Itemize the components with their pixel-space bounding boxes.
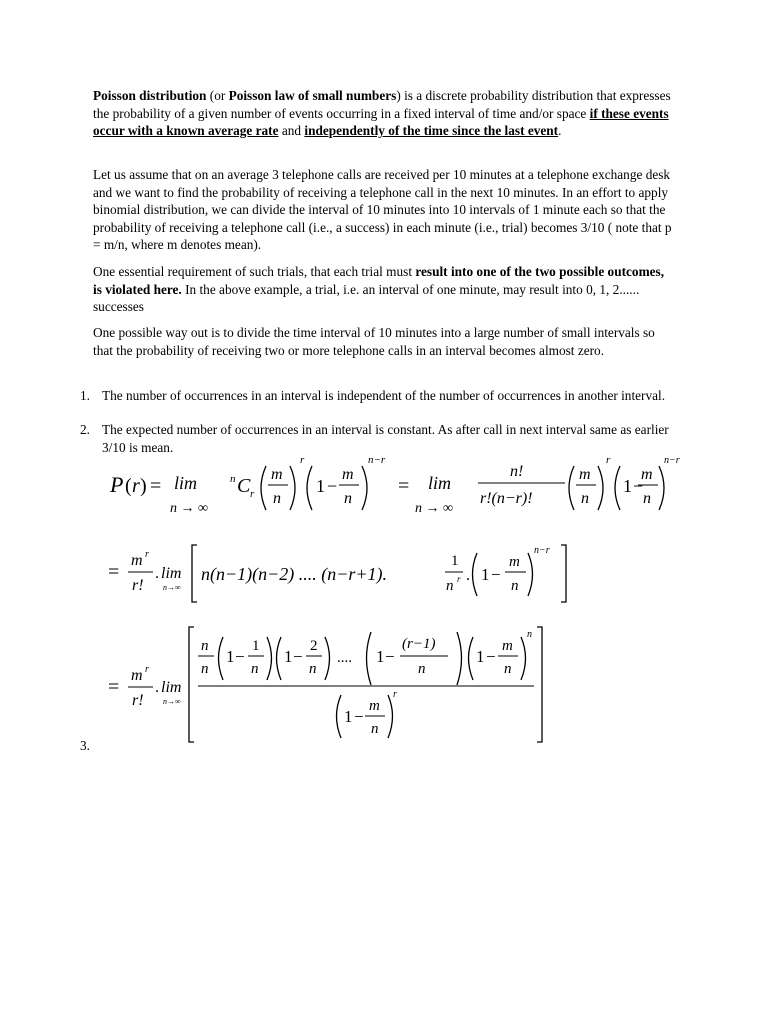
eq-sup-r: r — [457, 574, 461, 584]
text-span: One essential requirement of such trials, that each trial must — [93, 264, 416, 279]
eq-rparen — [290, 466, 295, 510]
eq-minus: − — [633, 476, 644, 496]
eq-lparen — [277, 637, 282, 680]
eq-two: 2 — [310, 638, 318, 654]
eq-n: n — [504, 661, 512, 677]
eq-rparen — [659, 466, 664, 510]
eq-dot: . — [155, 565, 159, 582]
paragraph-definition — [93, 87, 673, 140]
eq-r-minus-1: (r−1) — [402, 636, 436, 652]
eq-r-bang: r! — [132, 577, 144, 594]
eq-paren: ( — [125, 475, 132, 497]
eq-lparen — [367, 632, 372, 685]
eq-lim: lim — [174, 473, 198, 493]
text-span: . — [558, 123, 562, 139]
eq-dots: .... — [337, 650, 352, 666]
eq-minus: − — [486, 647, 496, 666]
eq-one: 1 — [476, 647, 485, 666]
eq-minus: − — [235, 647, 245, 666]
eq-n: n — [581, 490, 589, 507]
eq-one: 1 — [376, 647, 385, 666]
eq-rparen — [267, 637, 272, 680]
eq-one: 1 — [344, 707, 353, 726]
eq-n: n — [251, 661, 259, 677]
eq-m: m — [641, 466, 653, 483]
eq-sup-n: n — [230, 473, 236, 485]
eq-n: n — [344, 490, 352, 507]
paragraph-example: Let us assume that on an average 3 telephone calls are received per 10 minutes at a telephone exchange desk and we want to find the probability of receiving a telephone call in the next 10 minutes. In an effort to apply binomial distribution, we can divide the interval of 10 minutes into 10 intervals of 1 minute each so that the probability of receiving a telephone call (i.e., a success) in each minute (i.e., trial) becomes 3/10 ( note that p = m/n, where m denotes mean). — [93, 167, 672, 253]
eq-rparen — [457, 632, 462, 685]
eq-n: n — [418, 661, 426, 677]
eq-sup-r: r — [606, 454, 611, 466]
eq-r-bang: r! — [132, 692, 144, 709]
eq-rparen — [325, 637, 330, 680]
eq-one: 1 — [284, 647, 293, 666]
eq-sup-n: n — [527, 629, 532, 640]
eq-sup-r: r — [145, 664, 149, 675]
eq-sub-r: r — [250, 488, 255, 500]
eq-one: 1 — [316, 476, 325, 496]
eq-lim: lim — [161, 679, 182, 696]
eq-equals: = — [108, 676, 120, 698]
text-span: ) is a discrete probability distribution that expresses the probability of a given number of events occurring in a fixed interval of time and/or space — [93, 88, 671, 121]
term-poisson-distribution: Poisson distribution — [93, 88, 207, 103]
eq-sup-n-r: n−r — [534, 545, 550, 556]
text-span: (or — [206, 88, 229, 103]
poisson-derivation-equations — [0, 450, 768, 750]
eq-sup-r: r — [393, 689, 397, 700]
list-text: The expected number of occurrences in an interval is constant. As after call in next interval same as earlier 3/10 is mean. — [102, 422, 669, 455]
eq-n: n — [201, 661, 209, 677]
paragraph-way-out: One possible way out is to divide the time interval of 10 minutes into a large number of small intervals so that the probability of receiving two or more telephone calls in an interval becomes almost zero. — [93, 325, 655, 358]
eq-lparen — [261, 466, 266, 510]
eq-dot: . — [155, 679, 159, 696]
list-number: 1. — [80, 388, 90, 403]
eq-rparen — [362, 466, 367, 510]
eq-lparen — [337, 695, 342, 738]
emphasis-independent: independently of the time since the last event — [304, 123, 559, 139]
eq-lparen — [219, 637, 224, 680]
eq-product: n(n−1)(n−2) .... (n−r+1). — [201, 564, 388, 584]
eq-rparen — [598, 466, 603, 510]
eq-rparen — [521, 637, 526, 680]
eq-minus: − — [354, 707, 364, 726]
equation-row-3 — [108, 627, 542, 742]
eq-sup-n-r: n−r — [664, 455, 680, 466]
equation-row-2 — [108, 545, 566, 602]
eq-minus: − — [327, 476, 338, 496]
eq-lparen — [473, 553, 478, 596]
eq-lim: lim — [428, 473, 452, 493]
eq-sup-r: r — [145, 549, 149, 560]
term-poisson-law: Poisson law of small numbers — [228, 88, 397, 103]
eq-n: n — [511, 578, 519, 594]
eq-m: m — [579, 466, 591, 483]
eq-equals: = — [398, 475, 410, 497]
emphasis-known-rate: if these events occur with a known average rate — [93, 105, 669, 139]
eq-n: n — [201, 638, 209, 654]
eq-m: m — [509, 554, 520, 570]
eq-rbracket — [537, 627, 542, 742]
eq-equals: = — [108, 561, 120, 583]
eq-rbracket — [561, 545, 566, 602]
eq-n: n — [371, 721, 379, 737]
eq-n-to-inf: n→∞ — [163, 697, 181, 706]
emphasis-violated: result into one of the two possible outcomes, is violated here. — [93, 264, 665, 297]
eq-n: n — [643, 490, 651, 507]
eq-one: 1 — [252, 638, 260, 654]
eq-one: 1 — [226, 647, 235, 666]
eq-minus: − — [491, 565, 501, 584]
eq-n-to-inf: n → ∞ — [170, 501, 208, 516]
eq-rparen — [528, 553, 533, 596]
list-text: The number of occurrences in an interval is independent of the number of occurrences in another interval. — [102, 388, 666, 403]
eq-m: m — [271, 466, 283, 483]
eq-lparen — [469, 637, 474, 680]
eq-n-factorial: n! — [510, 463, 524, 480]
eq-sup-n-r: n−r — [368, 454, 386, 466]
eq-P: P — [110, 472, 124, 497]
eq-one: 1 — [481, 565, 490, 584]
eq-r-factorial: r!(n−r)! — [480, 490, 533, 507]
eq-m: m — [131, 552, 143, 569]
eq-n: n — [273, 490, 281, 507]
eq-n: n — [309, 661, 317, 677]
eq-r: r — [132, 475, 140, 497]
equation-row-1 — [109, 454, 680, 516]
eq-m: m — [502, 638, 513, 654]
paragraph-requirement — [93, 263, 673, 316]
eq-n-to-inf: n → ∞ — [415, 501, 453, 516]
eq-n-to-inf: n→∞ — [163, 583, 181, 592]
eq-minus: − — [385, 647, 395, 666]
eq-n: n — [446, 578, 454, 594]
eq-m: m — [369, 698, 380, 714]
eq-one: 1 — [623, 476, 632, 496]
eq-lparen — [307, 466, 312, 510]
eq-lim: lim — [161, 565, 182, 582]
eq-paren: ) — [140, 475, 147, 497]
eq-minus: − — [293, 647, 303, 666]
eq-m: m — [342, 466, 354, 483]
list-number: 3. — [80, 738, 90, 753]
eq-lbracket — [192, 545, 197, 602]
eq-sup-r: r — [300, 454, 305, 466]
list-number: 2. — [80, 422, 90, 437]
text-span: In the above example, a trial, i.e. an interval of one minute, may result into 0, 1, 2...... successes — [93, 281, 640, 315]
eq-one: 1 — [451, 553, 459, 569]
eq-m: m — [131, 667, 143, 684]
text-span: and — [278, 123, 305, 139]
eq-rparen — [388, 695, 393, 738]
eq-equals: = — [150, 475, 162, 497]
eq-lparen — [569, 466, 574, 510]
eq-lparen — [615, 466, 620, 510]
eq-lbracket — [189, 627, 194, 742]
eq-C: C — [237, 475, 251, 497]
eq-dot: . — [466, 567, 470, 584]
